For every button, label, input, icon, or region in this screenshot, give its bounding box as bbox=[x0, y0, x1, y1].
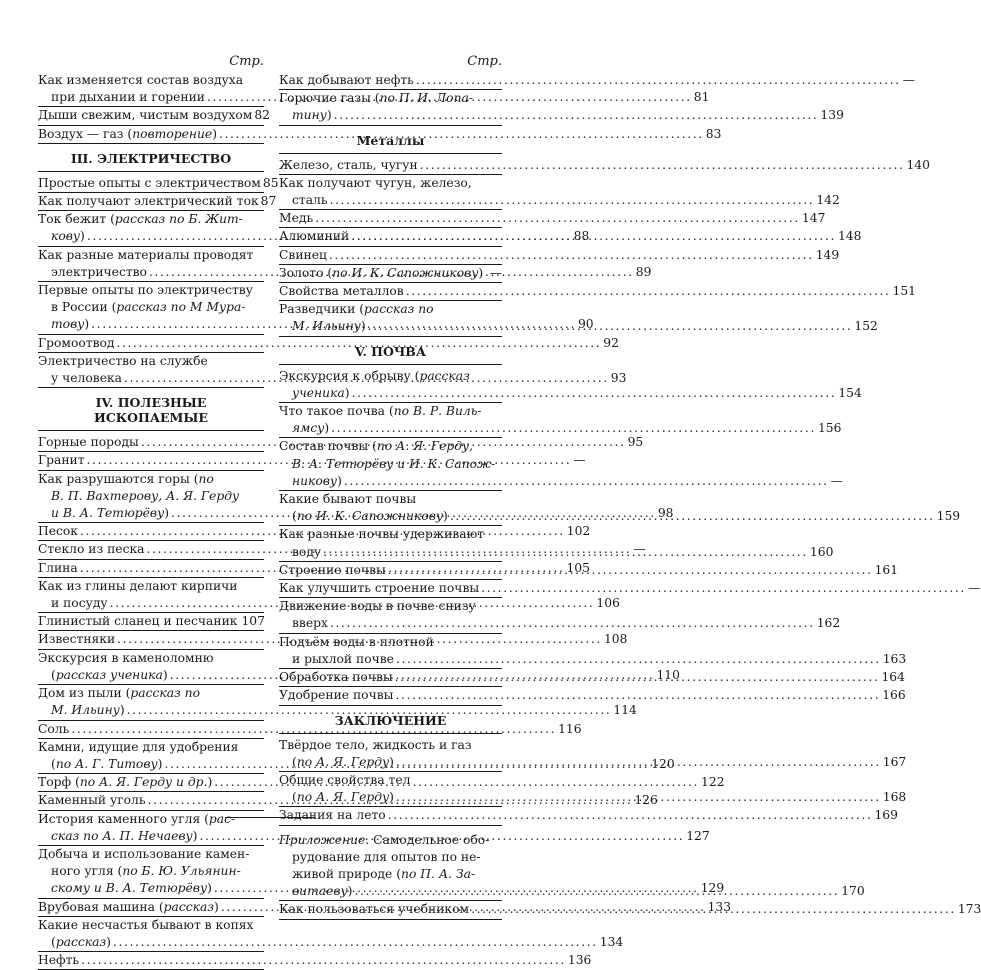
entry-text: Воздух — газ ( bbox=[38, 126, 133, 141]
entry-text: Экскурсия к обрыву ( bbox=[279, 368, 420, 383]
toc-entry-line bbox=[38, 193, 277, 210]
entry-text: Удобрение почвы bbox=[279, 688, 394, 703]
page-number: 160 bbox=[809, 544, 834, 559]
entry-text: ) bbox=[106, 934, 111, 949]
entry-text: Дыши свежим, чистым воздухом bbox=[38, 108, 253, 123]
entry-text: Врубовая машина ( bbox=[38, 899, 164, 914]
entry-text: Свойства металлов bbox=[279, 284, 404, 299]
toc-entry bbox=[38, 917, 624, 952]
page-number: — bbox=[633, 542, 646, 557]
entry-text: при дыхании и горении bbox=[51, 90, 205, 105]
page-number: 85 bbox=[262, 175, 279, 190]
dot-leader bbox=[329, 247, 814, 264]
toc-entry-line bbox=[38, 846, 264, 863]
dot-leader bbox=[388, 562, 873, 579]
dot-leader bbox=[351, 228, 836, 245]
dot-leader bbox=[420, 157, 905, 174]
toc-entry-line bbox=[38, 282, 264, 299]
entry-text: рассказ bbox=[419, 368, 470, 383]
page-number: 127 bbox=[686, 828, 710, 843]
page-number: 156 bbox=[817, 421, 842, 436]
page-number: 122 bbox=[701, 775, 725, 790]
dot-leader bbox=[481, 580, 966, 597]
entry-text: Общие свойства тел bbox=[279, 772, 411, 787]
toc-entry-line bbox=[279, 90, 502, 107]
page-number: 105 bbox=[566, 560, 590, 575]
entry-text: Свинец bbox=[279, 247, 327, 262]
entry-text: Строение почвы bbox=[279, 562, 386, 577]
entry-text: по bbox=[198, 471, 214, 486]
entry-text: Алюминий bbox=[279, 229, 350, 244]
page-number: 95 bbox=[627, 435, 644, 450]
toc-entry-line bbox=[38, 650, 264, 667]
toc-entry bbox=[279, 247, 840, 265]
page-number: 142 bbox=[816, 193, 840, 208]
toc-entry bbox=[279, 580, 981, 598]
entry-text: Разведчики ( bbox=[279, 302, 364, 317]
entry-text: по Б. Ю. Ульянин- bbox=[122, 864, 241, 879]
toc-entry-line bbox=[279, 283, 916, 300]
toc-entry bbox=[38, 193, 277, 211]
toc-entry-line bbox=[279, 598, 502, 615]
toc-entry-line bbox=[38, 739, 264, 756]
toc-entry-line bbox=[279, 456, 502, 473]
entry-text: ) bbox=[344, 385, 350, 400]
entry-text: скому и В. А. Тетюрёву bbox=[51, 881, 208, 896]
entry-text: Стекло из песка bbox=[38, 542, 145, 557]
bottom-divider bbox=[225, 817, 315, 818]
dot-leader bbox=[331, 420, 816, 437]
entry-text: М. Ильину bbox=[51, 703, 120, 718]
entry-text: повторение bbox=[132, 126, 213, 141]
page-number: 110 bbox=[656, 667, 680, 682]
entry-text: по П. А. За- bbox=[401, 866, 476, 881]
entry-text: сказ по А. П. Нечаеву bbox=[51, 828, 193, 843]
entry-text: ) bbox=[360, 319, 366, 334]
entry-text: ) bbox=[119, 703, 125, 718]
toc-entry-line bbox=[38, 175, 279, 192]
entry-text: Первые опыты по электричеству bbox=[38, 283, 253, 298]
entry-text: Медь bbox=[279, 211, 314, 226]
page-number: — bbox=[830, 473, 843, 488]
entry-text: и посуду bbox=[51, 596, 108, 611]
entry-text: ) bbox=[164, 506, 170, 521]
dot-leader bbox=[352, 385, 837, 402]
dot-leader bbox=[81, 952, 566, 969]
page-number: 107 bbox=[241, 614, 265, 629]
page-number: 81 bbox=[693, 90, 710, 105]
entry-text: по П. И. Лопа- bbox=[379, 91, 473, 106]
entry-text: Состав почвы ( bbox=[279, 439, 377, 454]
toc-entry-line bbox=[279, 544, 834, 561]
entry-text: ) bbox=[192, 828, 198, 843]
entry-text: Соль bbox=[38, 721, 70, 736]
toc-entry-line bbox=[38, 934, 624, 951]
toc-entry bbox=[279, 283, 916, 301]
toc-entry-line bbox=[279, 634, 502, 651]
toc-entry-line bbox=[279, 438, 502, 455]
dot-leader bbox=[330, 192, 815, 209]
entry-text: Глинистый сланец и песчаник bbox=[38, 614, 238, 629]
entry-text: ) bbox=[214, 899, 219, 914]
page-number: — bbox=[967, 581, 981, 596]
page-number: 129 bbox=[700, 881, 725, 896]
toc-entry-line bbox=[38, 299, 264, 316]
entry-text: ) bbox=[389, 754, 394, 769]
toc-entry-line bbox=[279, 301, 502, 318]
entry-text: Экскурсия в каменоломню bbox=[38, 650, 214, 665]
dot-leader bbox=[395, 687, 880, 704]
entry-text: по А. Я. Герду bbox=[296, 790, 390, 805]
page-number: 134 bbox=[599, 934, 624, 949]
dot-leader bbox=[330, 615, 815, 632]
entry-text: ) bbox=[162, 667, 168, 682]
toc-entry-line bbox=[38, 578, 264, 595]
toc-entry-line bbox=[38, 107, 270, 124]
entry-text: Нефть bbox=[38, 953, 80, 968]
page-number: 140 bbox=[906, 157, 930, 172]
entry-text: ) bbox=[207, 881, 212, 896]
toc-entry-line bbox=[279, 687, 906, 704]
page-number: 161 bbox=[874, 562, 899, 577]
dot-leader bbox=[113, 934, 598, 951]
toc-entry-line bbox=[279, 247, 840, 264]
entry-text: кову bbox=[51, 229, 81, 244]
entry-text: Как разрушаются горы ( bbox=[38, 471, 199, 486]
section-heading: III. ЭЛЕКТРИЧЕСТВО bbox=[38, 144, 264, 172]
page-number: 87 bbox=[260, 194, 277, 209]
entry-text: ) bbox=[347, 884, 353, 899]
dot-leader bbox=[354, 883, 839, 900]
dot-leader bbox=[368, 318, 853, 335]
page-column-label: Стр. bbox=[229, 54, 264, 69]
entry-text: по И. К. Сапожникову bbox=[332, 265, 479, 280]
entry-text: ( bbox=[292, 754, 297, 769]
page-number: 98 bbox=[657, 506, 674, 521]
dot-leader bbox=[323, 544, 808, 561]
entry-text: электричество bbox=[51, 264, 147, 279]
entry-text: Золото ( bbox=[279, 265, 333, 280]
toc-entry-line bbox=[38, 702, 637, 719]
entry-text: Как получают чугун, железо, bbox=[279, 175, 472, 190]
toc-entry bbox=[279, 210, 826, 228]
entry-text: Как улучшить строение почвы bbox=[279, 581, 480, 596]
entry-text: рассказ bbox=[163, 899, 214, 914]
page-number: 88 bbox=[573, 229, 590, 244]
entry-text: рассказ ученика bbox=[55, 667, 163, 682]
toc-entry-line bbox=[38, 721, 582, 738]
dot-leader bbox=[396, 651, 881, 668]
toc-entry-line bbox=[279, 807, 898, 824]
entry-text: Как изменяется состав воздуха bbox=[38, 73, 244, 87]
entry-text: ( bbox=[292, 509, 297, 524]
toc-entry bbox=[279, 687, 906, 705]
entry-text: живой природе ( bbox=[292, 866, 402, 881]
page-number: 106 bbox=[596, 596, 620, 611]
entry-text: ) bbox=[326, 108, 332, 123]
page-number: 170 bbox=[841, 884, 865, 899]
entry-text: Камни, идущие для удобрения bbox=[38, 739, 239, 754]
toc-entry bbox=[38, 613, 264, 631]
entry-text: Подъём воды в плотной bbox=[279, 634, 434, 649]
page-number: 93 bbox=[610, 371, 627, 386]
toc-entry-line bbox=[279, 615, 841, 632]
entry-text: Громоотвод bbox=[38, 335, 115, 350]
page-number: 148 bbox=[837, 229, 862, 244]
page-number: 166 bbox=[882, 688, 906, 703]
entry-text: Электричество на службе bbox=[38, 353, 208, 368]
entry-text: Глина bbox=[38, 560, 78, 575]
toc-entry-line bbox=[279, 420, 842, 437]
entry-text: тову bbox=[51, 317, 85, 332]
toc-entry-line bbox=[38, 488, 264, 505]
toc-entry-line bbox=[279, 849, 502, 866]
entry-text: по И. К. Сапожникову bbox=[296, 509, 444, 524]
toc-entry-line bbox=[279, 651, 907, 668]
toc-entry-line bbox=[38, 685, 264, 702]
page-number: 139 bbox=[820, 108, 844, 123]
page-number: — bbox=[902, 73, 915, 87]
page-number: 163 bbox=[882, 651, 907, 666]
entry-text: по А. Я. Герду bbox=[296, 754, 390, 769]
toc-entry bbox=[38, 721, 582, 739]
toc-entry-line bbox=[38, 917, 264, 934]
entry-text: Какие несчастья бывают в копях bbox=[38, 917, 254, 932]
section-heading: V. ПОЧВА bbox=[279, 337, 502, 365]
entry-text: Ток бежит ( bbox=[38, 212, 115, 227]
dot-leader bbox=[334, 107, 819, 124]
section-heading: ЗАКЛЮЧЕНИЕ bbox=[279, 706, 502, 734]
entry-text: витаеву bbox=[292, 884, 348, 899]
entry-text: . Самодельное обо- bbox=[365, 832, 490, 847]
entry-text: История каменного угля ( bbox=[38, 811, 209, 826]
dot-leader bbox=[395, 669, 880, 686]
entry-text: у человека bbox=[51, 371, 122, 386]
toc-entry-line bbox=[279, 772, 502, 789]
page-column-label: Стр. bbox=[467, 54, 502, 69]
entry-text: Как из глины делают кирпичи bbox=[38, 578, 238, 593]
entry-text: Каменный уголь bbox=[38, 793, 146, 808]
entry-text: Обработка почвы bbox=[279, 670, 393, 685]
toc-entry-line bbox=[279, 866, 502, 883]
toc-entry bbox=[279, 72, 915, 90]
entry-text: Горючие газы ( bbox=[279, 91, 380, 106]
page-number: 147 bbox=[801, 211, 826, 226]
page-number: — bbox=[489, 265, 502, 280]
entry-text: ) bbox=[337, 473, 342, 488]
toc-entry-line bbox=[279, 368, 502, 385]
entry-text: Как пользоваться учебником bbox=[279, 902, 470, 917]
page-number: 126 bbox=[634, 793, 658, 808]
entry-text: Движение воды в почве снизу bbox=[279, 599, 476, 614]
entry-text: Что такое почва ( bbox=[279, 404, 394, 419]
toc-entry-line bbox=[279, 175, 502, 192]
dot-leader bbox=[396, 789, 881, 806]
entry-text: ученика bbox=[292, 385, 345, 400]
toc-entry-line bbox=[279, 737, 502, 754]
entry-text: сталь bbox=[292, 193, 328, 208]
page-number: 108 bbox=[603, 632, 628, 647]
page-number: 82 bbox=[254, 108, 270, 123]
toc-entry-line bbox=[279, 107, 844, 124]
toc-entry bbox=[279, 157, 930, 175]
entry-text: Задания на лето bbox=[279, 808, 386, 823]
entry-text: ( bbox=[51, 667, 56, 682]
toc-entry bbox=[279, 175, 840, 210]
toc-entry bbox=[38, 952, 592, 970]
toc-entry-line bbox=[279, 385, 862, 402]
entry-text: рассказ по Б. Жит- bbox=[114, 212, 243, 227]
page-number: 92 bbox=[603, 335, 619, 350]
toc-entry-line bbox=[38, 952, 592, 969]
entry-text: Простые опыты с электричеством bbox=[38, 175, 261, 190]
toc-entry-line bbox=[38, 353, 264, 370]
page-number: 90 bbox=[577, 317, 594, 332]
section-heading: Металлы bbox=[279, 126, 502, 154]
entry-text: тину bbox=[292, 108, 327, 123]
entry-text: Песок bbox=[38, 524, 78, 539]
entry-text: рудование для опытов по не- bbox=[292, 849, 481, 864]
toc-entry bbox=[38, 175, 279, 193]
toc-entry-line bbox=[38, 613, 264, 630]
page-number: 116 bbox=[558, 721, 582, 736]
entry-text: в России ( bbox=[51, 300, 117, 315]
entry-text: ( bbox=[51, 934, 56, 949]
entry-text: вверх bbox=[292, 616, 328, 631]
page-number: 151 bbox=[892, 284, 916, 299]
entry-text: М. Ильину bbox=[292, 319, 361, 334]
entry-text: Как добывают нефть bbox=[279, 73, 414, 87]
entry-text: и В. А. Тетюрёву bbox=[51, 506, 165, 521]
entry-text: ) bbox=[207, 775, 213, 790]
entry-text: ) bbox=[84, 317, 90, 332]
page-number: 120 bbox=[651, 756, 675, 771]
dot-leader bbox=[416, 72, 901, 89]
entry-text: по А. Я. Герду, bbox=[376, 439, 474, 454]
entry-text: ) bbox=[443, 509, 448, 524]
entry-text: Горные породы bbox=[38, 435, 139, 450]
entry-text: Приложение bbox=[279, 832, 366, 847]
toc-entry-line bbox=[38, 811, 264, 828]
toc-entry-line bbox=[279, 491, 502, 508]
entry-text: В. П. Вахтерову, А. Я. Герду bbox=[51, 488, 240, 503]
page-number: 169 bbox=[874, 808, 898, 823]
entry-text: ) bbox=[389, 790, 394, 805]
entry-text: ) bbox=[212, 126, 218, 141]
entry-text: рассказ по М Мура- bbox=[116, 300, 246, 315]
toc-entry-line bbox=[279, 72, 915, 89]
page-number: 159 bbox=[936, 509, 961, 524]
toc-entry-line bbox=[38, 247, 264, 264]
entry-text: Торф ( bbox=[38, 775, 80, 790]
entry-text: воду bbox=[292, 544, 322, 559]
dot-leader bbox=[450, 508, 935, 525]
entry-text: Как получают электрический ток bbox=[38, 194, 259, 209]
entry-text: рассказ по bbox=[364, 302, 434, 317]
page-number: 167 bbox=[882, 754, 907, 769]
entry-text: ( bbox=[51, 756, 56, 771]
dot-leader bbox=[315, 210, 800, 227]
page-number: 164 bbox=[881, 670, 905, 685]
page-number: 162 bbox=[816, 616, 841, 631]
dot-leader bbox=[471, 901, 956, 918]
dot-leader bbox=[344, 473, 829, 490]
entry-text: В. А. Тетюрёву и И. К. Сапож- bbox=[292, 456, 496, 471]
toc-entry-line bbox=[38, 471, 264, 488]
page-number: 136 bbox=[567, 953, 592, 968]
entry-text: никову bbox=[292, 473, 338, 488]
entry-text: и рыхлой почве bbox=[292, 651, 394, 666]
entry-text: Дом из пыли ( bbox=[38, 686, 131, 701]
entry-text: ного угля ( bbox=[51, 864, 123, 879]
toc-entry bbox=[279, 403, 842, 438]
entry-text: ) bbox=[80, 229, 85, 244]
entry-text: рассказ по bbox=[130, 686, 200, 701]
toc-entry-line bbox=[38, 863, 264, 880]
entry-text: Добыча и использование камен- bbox=[38, 846, 250, 861]
entry-text: по А. Я. Герду и др. bbox=[79, 775, 208, 790]
entry-text: по А. Г. Титову bbox=[55, 756, 158, 771]
entry-text: рас- bbox=[208, 811, 236, 826]
dot-leader bbox=[396, 754, 881, 771]
toc-entry bbox=[279, 265, 502, 283]
entry-text: ( bbox=[292, 790, 297, 805]
dot-leader bbox=[388, 807, 873, 824]
toc-entry-line bbox=[279, 265, 502, 282]
toc-entry-line bbox=[279, 473, 843, 490]
entry-text: Какие бывают почвы bbox=[279, 492, 417, 507]
page-number: — bbox=[573, 453, 586, 468]
entry-text: ямсу bbox=[292, 421, 325, 436]
entry-text: Железо, сталь, чугун bbox=[279, 157, 418, 172]
entry-text: Твёрдое тело, жидкость и газ bbox=[279, 737, 472, 752]
entry-text: Как разные почвы удерживают bbox=[279, 527, 485, 542]
entry-text: ) bbox=[478, 265, 484, 280]
toc-entry-line bbox=[279, 526, 502, 543]
toc-entry-line bbox=[279, 580, 981, 597]
entry-text: ) bbox=[157, 756, 163, 771]
page-number: 168 bbox=[882, 790, 907, 805]
page-number: 102 bbox=[566, 524, 591, 539]
page-number: 149 bbox=[815, 247, 840, 262]
toc-entry-line bbox=[279, 192, 840, 209]
page-number: 133 bbox=[707, 899, 732, 914]
toc-entry-line bbox=[38, 72, 264, 89]
page-number: 83 bbox=[705, 126, 722, 141]
toc-entry-line bbox=[279, 210, 826, 227]
page-number: 114 bbox=[613, 703, 637, 718]
toc-entry-line bbox=[279, 832, 502, 849]
toc-entry-line bbox=[38, 211, 264, 228]
entry-text: Как разные материалы проводят bbox=[38, 247, 254, 262]
page-number: 173 bbox=[957, 902, 981, 917]
page-number: 89 bbox=[635, 264, 652, 279]
dot-leader bbox=[406, 283, 891, 300]
entry-text: ) bbox=[324, 421, 330, 436]
section-heading: IV. ПОЛЕЗНЫЕ ИСКОПАЕМЫЕ bbox=[38, 388, 264, 431]
toc-entry-line bbox=[279, 403, 502, 420]
page-number: 154 bbox=[838, 385, 862, 400]
entry-text: Известняки bbox=[38, 632, 116, 647]
toc-entry bbox=[38, 107, 270, 125]
entry-text: по В. Р. Виль- bbox=[393, 404, 482, 419]
toc-entry-line bbox=[279, 157, 930, 174]
entry-text: Гранит bbox=[38, 453, 85, 468]
entry-text: рассказ bbox=[55, 934, 107, 949]
page-number: 152 bbox=[854, 319, 878, 334]
